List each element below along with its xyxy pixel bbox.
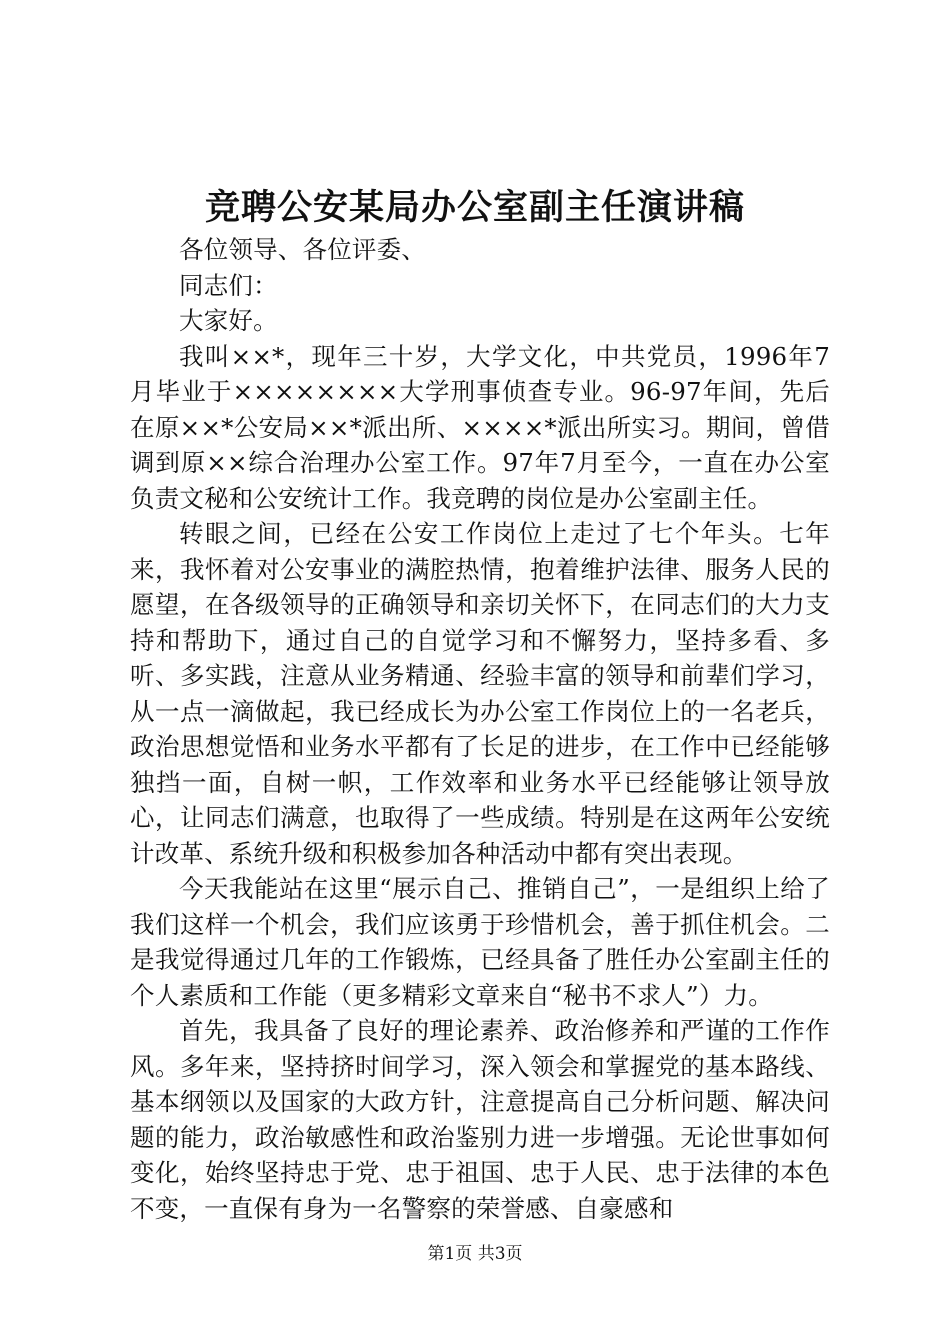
paragraph-greeting: 大家好。: [179, 306, 278, 335]
paragraph-qualification: 首先，我具备了良好的理论素养、政治修养和严谨的工作作风。多年来，坚持挤时间学习，深入领会和掌握党的基本路线、基本纲领以及国家的大政方针，注意提高自己分析问题、解决问题的能力，政治敏感性和政治鉴别力进一步增强。无论世事如何变化，始终坚持忠于党、忠于祖国、忠于人民、忠于法律的本色不变，一直保有身为一名警察的荣誉感、自豪感和: [130, 1016, 830, 1223]
paragraph-self-introduction: 我叫××*，现年三十岁，大学文化，中共党员，1996年7月毕业于××××××××大学刑事侦查专业。96-97年间，先后在原××*公安局××*派出所、××××*派出所实习。期间，曾借调到原××综合治理办公室工作。97年7月至今，一直在办公室负责文秘和公安统计工作。我竞聘的岗位是办公室副主任。: [130, 341, 830, 513]
page-number-footer: 第1页 共3页: [427, 1244, 523, 1264]
paragraph-salutation-1: 各位领导、各位评委、: [179, 235, 426, 264]
paragraph-motivation: 今天我能站在这里“展示自己、推销自己”，一是组织上给了我们这样一个机会，我们应该勇于珍惜机会，善于抓住机会。二是我觉得通过几年的工作锻炼，已经具备了胜任办公室副主任的个人素质和工作能（更多精彩文章来自“秘书不求人”）力。: [130, 874, 830, 1010]
paragraph-experience: 转眼之间，已经在公安工作岗位上走过了七个年头。七年来，我怀着对公安事业的满腔热情，抱着维护法律、服务人民的愿望，在各级领导的正确领导和亲切关怀下，在同志们的大力支持和帮助下，通过自己的自觉学习和不懈努力，坚持多看、多听、多实践，注意从业务精通、经验丰富的领导和前辈们学习，从一点一滴做起，我已经成长为办公室工作岗位上的一名老兵，政治思想觉悟和业务水平都有了长足的进步，在工作中已经能够独挡一面，自树一帜，工作效率和业务水平已经能够让领导放心，让同志们满意，也取得了一些成绩。特别是在这两年公安统计改革、系统升级和积极参加各种活动中都有突出表现。: [130, 519, 830, 868]
document-title: 竞聘公安某局办公室副主任演讲稿: [204, 187, 745, 228]
document-body: [130, 232, 830, 1226]
paragraph-salutation-2: 同志们：: [179, 270, 278, 300]
